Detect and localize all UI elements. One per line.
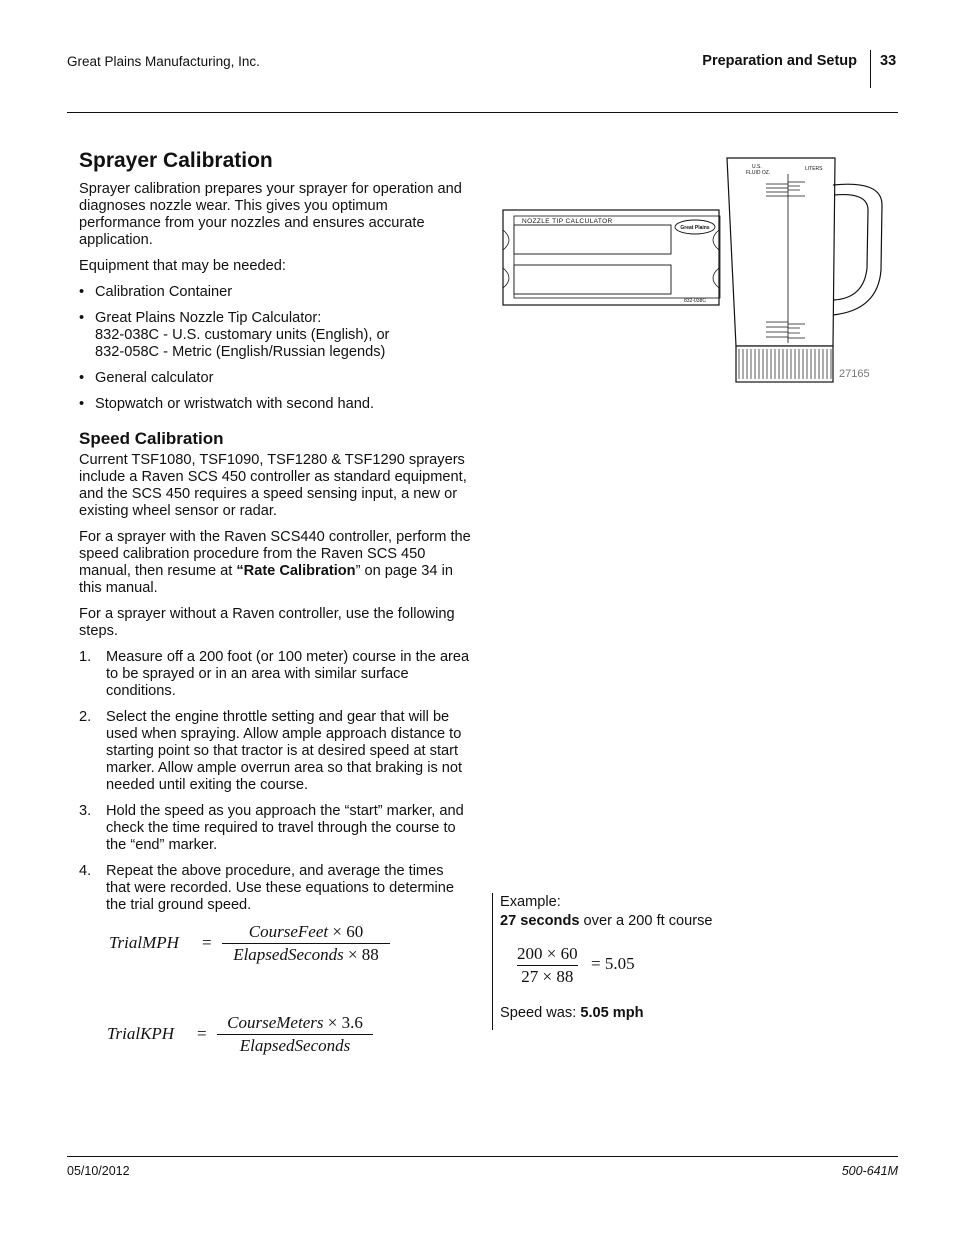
header-divider	[870, 50, 871, 88]
equation-equals: =	[197, 1024, 207, 1043]
equation-lhs: TrialKPH	[107, 1024, 175, 1043]
steps-list	[79, 649, 471, 914]
step-item: 3. Hold the speed as you approach the “start” marker, and check the time required to travel through the course to the “end” marker.	[79, 803, 464, 853]
calculator-variant: 832-058C - Metric (English/Russian legends)	[95, 344, 386, 360]
calculator-variant: 832-038C - U.S. customary units (English), or	[95, 327, 390, 343]
example-box	[492, 893, 793, 1030]
speed-paragraph: Current TSF1080, TSF1090, TSF1280 & TSF1290 sprayers include a Raven SCS 450 controller as standard equipment, and the SCS 450 requires a speed sensing input, a new or existing wheel sensor or radar.	[79, 452, 467, 519]
equation-kph	[107, 1012, 407, 1062]
equation-equals: =	[202, 933, 212, 952]
great-plains-logo-text: Great Plains	[680, 225, 710, 231]
rate-calibration-reference: “Rate Calibration	[236, 563, 356, 579]
calculator-part-number: 832-038C	[684, 298, 706, 304]
speed-calibration-heading: Speed Calibration	[79, 429, 224, 448]
calibration-figure	[500, 150, 890, 390]
example-result: = 5.05	[591, 954, 635, 973]
list-item: • General calculator	[79, 370, 471, 387]
nozzle-tip-calculator-illustration	[503, 210, 720, 305]
footer-rule	[67, 1156, 898, 1157]
speed-paragraph: For a sprayer with the Raven SCS440 controller, perform the speed calibration procedure from the Raven SCS 450 manual, then resume at “Rate Calibration” on page 34 in this manual.	[79, 529, 471, 596]
jug-left-label: U.S.	[752, 164, 762, 170]
equation-fraction: CourseFeet × 60 ElapsedSeconds × 88	[222, 921, 390, 966]
equation-fraction: CourseMeters × 3.6 ElapsedSeconds	[217, 1012, 373, 1057]
list-item: • Stopwatch or wristwatch with second hand.	[79, 396, 471, 413]
speed-paragraph: For a sprayer without a Raven controller, use the following steps.	[79, 606, 455, 639]
footer-doc-number: 500-641M	[841, 1164, 898, 1178]
list-item: • Calibration Container	[79, 284, 471, 301]
header-section: Preparation and Setup	[702, 53, 857, 69]
equation-mph	[109, 921, 409, 971]
header-company: Great Plains Manufacturing, Inc.	[67, 54, 260, 69]
example-label: Example:	[500, 894, 561, 910]
equation-lhs: TrialMPH	[109, 933, 179, 952]
example-speed: Speed was: 5.05 mph	[500, 1005, 644, 1021]
equipment-list	[79, 284, 471, 413]
jug-left-label: FLUID OZ.	[746, 170, 771, 176]
figure-number: 27165	[839, 368, 870, 380]
step-item: 2. Select the engine throttle setting and gear that will be used when spraying. Allow ample approach distance to starting point so that tractor is at desired speed at start marker. Allow ample overrun area so that braking is not needed until exiting the course.	[79, 709, 463, 793]
footer-date: 05/10/2012	[67, 1164, 130, 1178]
jug-right-label: LITERS	[805, 166, 823, 172]
header-rule	[67, 112, 898, 113]
calculator-title: NOZZLE TIP CALCULATOR	[522, 218, 613, 225]
step-item: 4. Repeat the above procedure, and average the times that were recorded. Use these equations to determine the trial ground speed.	[79, 863, 455, 913]
intro-paragraph: Sprayer calibration prepares your sprayer for operation and diagnoses nozzle wear. This gives you optimum performance from your nozzles and ensures accurate application.	[79, 181, 462, 248]
calibration-illustration	[500, 150, 890, 390]
example-fraction: 200 × 60 27 × 88	[517, 944, 578, 986]
step-item: 1. Measure off a 200 foot (or 100 meter) course in the area to be sprayed or in an area with similar surface conditions.	[79, 649, 470, 699]
equipment-intro: Equipment that may be needed:	[79, 258, 286, 274]
main-column	[79, 149, 471, 923]
calibration-jug-illustration	[727, 158, 882, 382]
page-title: Sprayer Calibration	[79, 149, 273, 172]
list-item: • Great Plains Nozzle Tip Calculator: 832-038C - U.S. customary units (English), or 832-058C - Metric (English/Russian legends)	[79, 310, 471, 361]
example-description: 27 seconds over a 200 ft course	[500, 913, 713, 929]
page-number: 33	[880, 53, 897, 69]
